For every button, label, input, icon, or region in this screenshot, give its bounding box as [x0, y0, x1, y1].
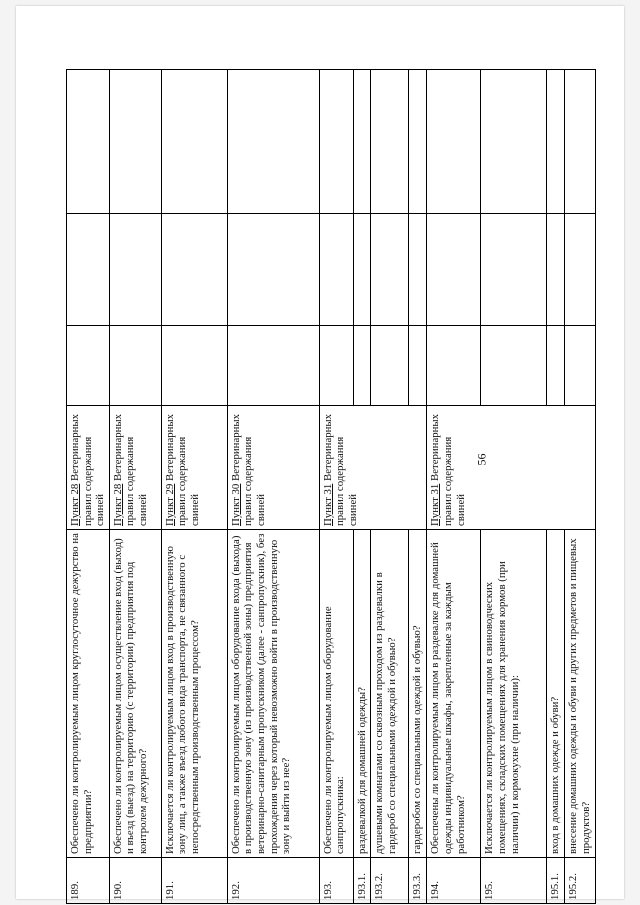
reference-cell	[109, 406, 161, 530]
reference-link[interactable]: Пункт 31	[429, 483, 442, 526]
empty-cell	[565, 70, 595, 214]
row-number: 193.3.	[409, 858, 427, 904]
row-number: 195.2.	[565, 858, 595, 904]
empty-cell	[227, 70, 319, 214]
reference-text: Ветеринарных правил содержания свиней	[429, 413, 467, 526]
table-row	[319, 70, 353, 904]
reference-link[interactable]: Пункт 31	[321, 483, 334, 526]
table-row	[109, 70, 161, 904]
document-page	[16, 6, 624, 899]
reference-text: Ветеринарных правил содержания свиней	[111, 413, 149, 526]
empty-cell	[481, 214, 547, 326]
table-row	[427, 70, 481, 904]
row-number: 195.1.	[547, 858, 565, 904]
reference-text: Ветеринарных правил содержания свиней	[163, 413, 201, 526]
reference-text: Ветеринарных правил содержания свиней	[69, 413, 107, 526]
empty-cell	[319, 70, 353, 214]
question-cell: Исключается ли контролируемым лицом вход в производственную зону лиц, а также въезд любого вида транспорта, не связанного с непосредственным производственным процессом?	[161, 530, 227, 858]
empty-cell	[409, 326, 427, 406]
rotated-table-container	[66, 70, 590, 904]
row-number: 193.	[319, 858, 353, 904]
empty-cell	[67, 326, 110, 406]
empty-cell	[427, 326, 481, 406]
question-cell: раздевалкой для домашней одежды?	[353, 530, 371, 858]
question-cell: Обеспечено ли контролируемым лицом осуществление вход (выход) и въезд (выезд) на территорию (с территории) предприятия под контролем дежурного?	[109, 530, 161, 858]
question-cell: Обеспечено ли контролируемым лицом оборудование входа (выхода) в производственную зону (из производственной зоны) предприятия ветеринарно-санитарным пропускником (далее - санпропускник), без прохождения через который невозможно войти в производственную зону и выйти из нее?	[227, 530, 319, 858]
row-number: 193.2.	[371, 858, 409, 904]
empty-cell	[353, 326, 371, 406]
reference-text: Ветеринарных правил содержания свиней	[321, 413, 359, 526]
table-row	[227, 70, 319, 904]
empty-cell	[109, 70, 161, 214]
question-cell: вход в домашних одежде и обуви?	[547, 530, 565, 858]
reference-link[interactable]: Пункт 28	[111, 483, 124, 526]
empty-cell	[371, 214, 409, 326]
row-number: 192.	[227, 858, 319, 904]
empty-cell	[353, 214, 371, 326]
empty-cell	[565, 214, 595, 326]
question-cell: душевыми комнатами со сквозным проходом из раздевалки в гардероб со специальными одеждой и обувью?	[371, 530, 409, 858]
empty-cell	[227, 326, 319, 406]
empty-cell	[319, 214, 353, 326]
empty-cell	[227, 214, 319, 326]
question-cell: Обеспечено ли контролируемым лицом оборудование санпропускника:	[319, 530, 353, 858]
reference-link[interactable]: Пункт 28	[69, 483, 81, 526]
reference-text: Ветеринарных правил содержания свиней	[229, 413, 267, 526]
checklist-table	[66, 69, 596, 904]
question-cell: Исключается ли контролируемым лицом в свиноводческих помещениях, складских помещениях для хранения кормов (при наличии) и кормокухне (при наличии):	[481, 530, 547, 858]
empty-cell	[67, 214, 110, 326]
table-row	[67, 70, 110, 904]
empty-cell	[547, 70, 565, 214]
empty-cell	[109, 326, 161, 406]
empty-cell	[409, 70, 427, 214]
reference-link[interactable]: Пункт 30	[229, 483, 242, 526]
empty-cell	[161, 326, 227, 406]
question-cell: Обеспечены ли контролируемым лицом в раздевалке для домашней одежды индивидуальные шкафы, закрепленные за каждым работником?	[427, 530, 481, 858]
empty-cell	[481, 326, 547, 406]
empty-cell	[161, 214, 227, 326]
reference-cell	[319, 406, 427, 530]
empty-cell	[427, 214, 481, 326]
empty-cell	[371, 326, 409, 406]
empty-cell	[565, 326, 595, 406]
reference-cell	[427, 406, 595, 530]
table-row	[161, 70, 227, 904]
reference-link[interactable]: Пункт 29	[163, 483, 176, 526]
empty-cell	[109, 214, 161, 326]
row-number: 190.	[109, 858, 161, 904]
row-number: 195.	[481, 858, 547, 904]
reference-cell	[67, 406, 110, 530]
reference-cell	[227, 406, 319, 530]
question-cell: Обеспечено ли контролируемым лицом круглосуточное дежурство на предприятии?	[67, 530, 110, 858]
empty-cell	[481, 70, 547, 214]
row-number: 193.1.	[353, 858, 371, 904]
page-number: 56	[474, 453, 489, 466]
empty-cell	[319, 326, 353, 406]
row-number: 189.	[67, 858, 110, 904]
question-cell: внесение домашних одежды и обуви и других предметов и пищевых продуктов?	[565, 530, 595, 858]
empty-cell	[67, 70, 110, 214]
empty-cell	[353, 70, 371, 214]
empty-cell	[371, 70, 409, 214]
empty-cell	[409, 214, 427, 326]
row-number: 194.	[427, 858, 481, 904]
reference-cell	[161, 406, 227, 530]
empty-cell	[161, 70, 227, 214]
empty-cell	[547, 326, 565, 406]
row-number: 191.	[161, 858, 227, 904]
question-cell: гардеробом со специальными одеждой и обувью?	[409, 530, 427, 858]
empty-cell	[427, 70, 481, 214]
empty-cell	[547, 214, 565, 326]
